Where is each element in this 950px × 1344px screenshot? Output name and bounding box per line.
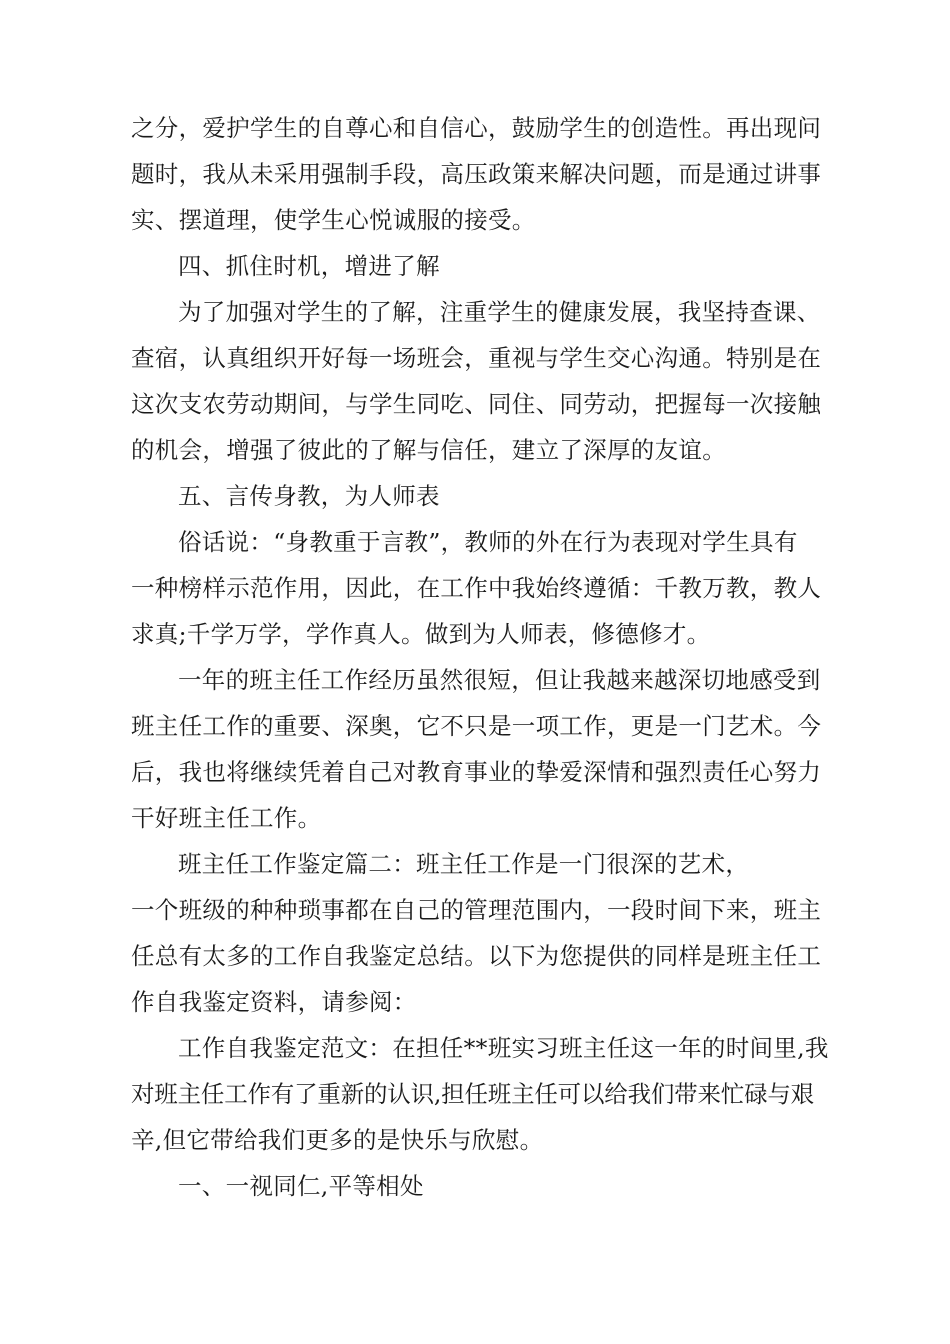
paragraph-first-line: 俗话说：“身教重于言教”，教师的外在行为表现对学生具有 [178,528,798,556]
body-text-line: 一种榜样示范作用，因此，在工作中我始终遵循：千教万教，教人 [131,574,822,602]
body-text-line: 一个班级的种种琐事都在自己的管理范围内，一段时间下来，班主 [131,896,822,924]
body-text-line: 实、摆道理，使学生心悦诚服的接受。 [131,206,536,234]
body-text-line: 作自我鉴定资料，请参阅： [131,988,417,1016]
body-text-line: 班主任工作的重要、深奥，它不只是一项工作，更是一门艺术。今 [131,712,822,740]
body-text-line: 对班主任工作有了重新的认识,担任班主任可以给我们带来忙碌与艰 [131,1080,814,1108]
paragraph-first-line: 一年的班主任工作经历虽然很短，但让我越来越深切地感受到 [178,666,821,694]
body-text-line: 求真;千学万学，学作真人。做到为人师表，修德修才。 [131,620,711,648]
paragraph-first-line: 工作自我鉴定范文：在担任**班实习班主任这一年的时间里,我 [178,1034,829,1062]
section-heading: 四、抓住时机，增进了解 [178,252,440,280]
body-text-line: 之分，爱护学生的自尊心和自信心，鼓励学生的创造性。再出现问 [131,114,822,142]
body-text-line: 查宿，认真组织开好每一场班会，重视与学生交心沟通。特别是在 [131,344,822,372]
body-text-line: 这次支农劳动期间，与学生同吃、同住、同劳动，把握每一次接触 [131,390,822,418]
body-text-line: 干好班主任工作。 [131,804,322,832]
body-text-line: 后，我也将继续凭着自己对教育事业的挚爱深情和强烈责任心努力 [131,758,822,786]
body-text-line: 任总有太多的工作自我鉴定总结。以下为您提供的同样是班主任工 [131,942,822,970]
section-heading: 五、言传身教，为人师表 [178,482,440,510]
body-text-line: 题时，我从未采用强制手段，高压政策来解决问题，而是通过讲事 [131,160,822,188]
body-text-line: 的机会，增强了彼此的了解与信任，建立了深厚的友谊。 [131,436,726,464]
body-text-line: 辛,但它带给我们更多的是快乐与欣慰。 [131,1126,544,1154]
section-heading: 一、一视同仁,平等相处 [178,1172,424,1200]
paragraph-first-line: 班主任工作鉴定篇二：班主任工作是一门很深的艺术， [178,850,750,878]
paragraph-first-line: 为了加强对学生的了解，注重学生的健康发展，我坚持查课、 [178,298,821,326]
